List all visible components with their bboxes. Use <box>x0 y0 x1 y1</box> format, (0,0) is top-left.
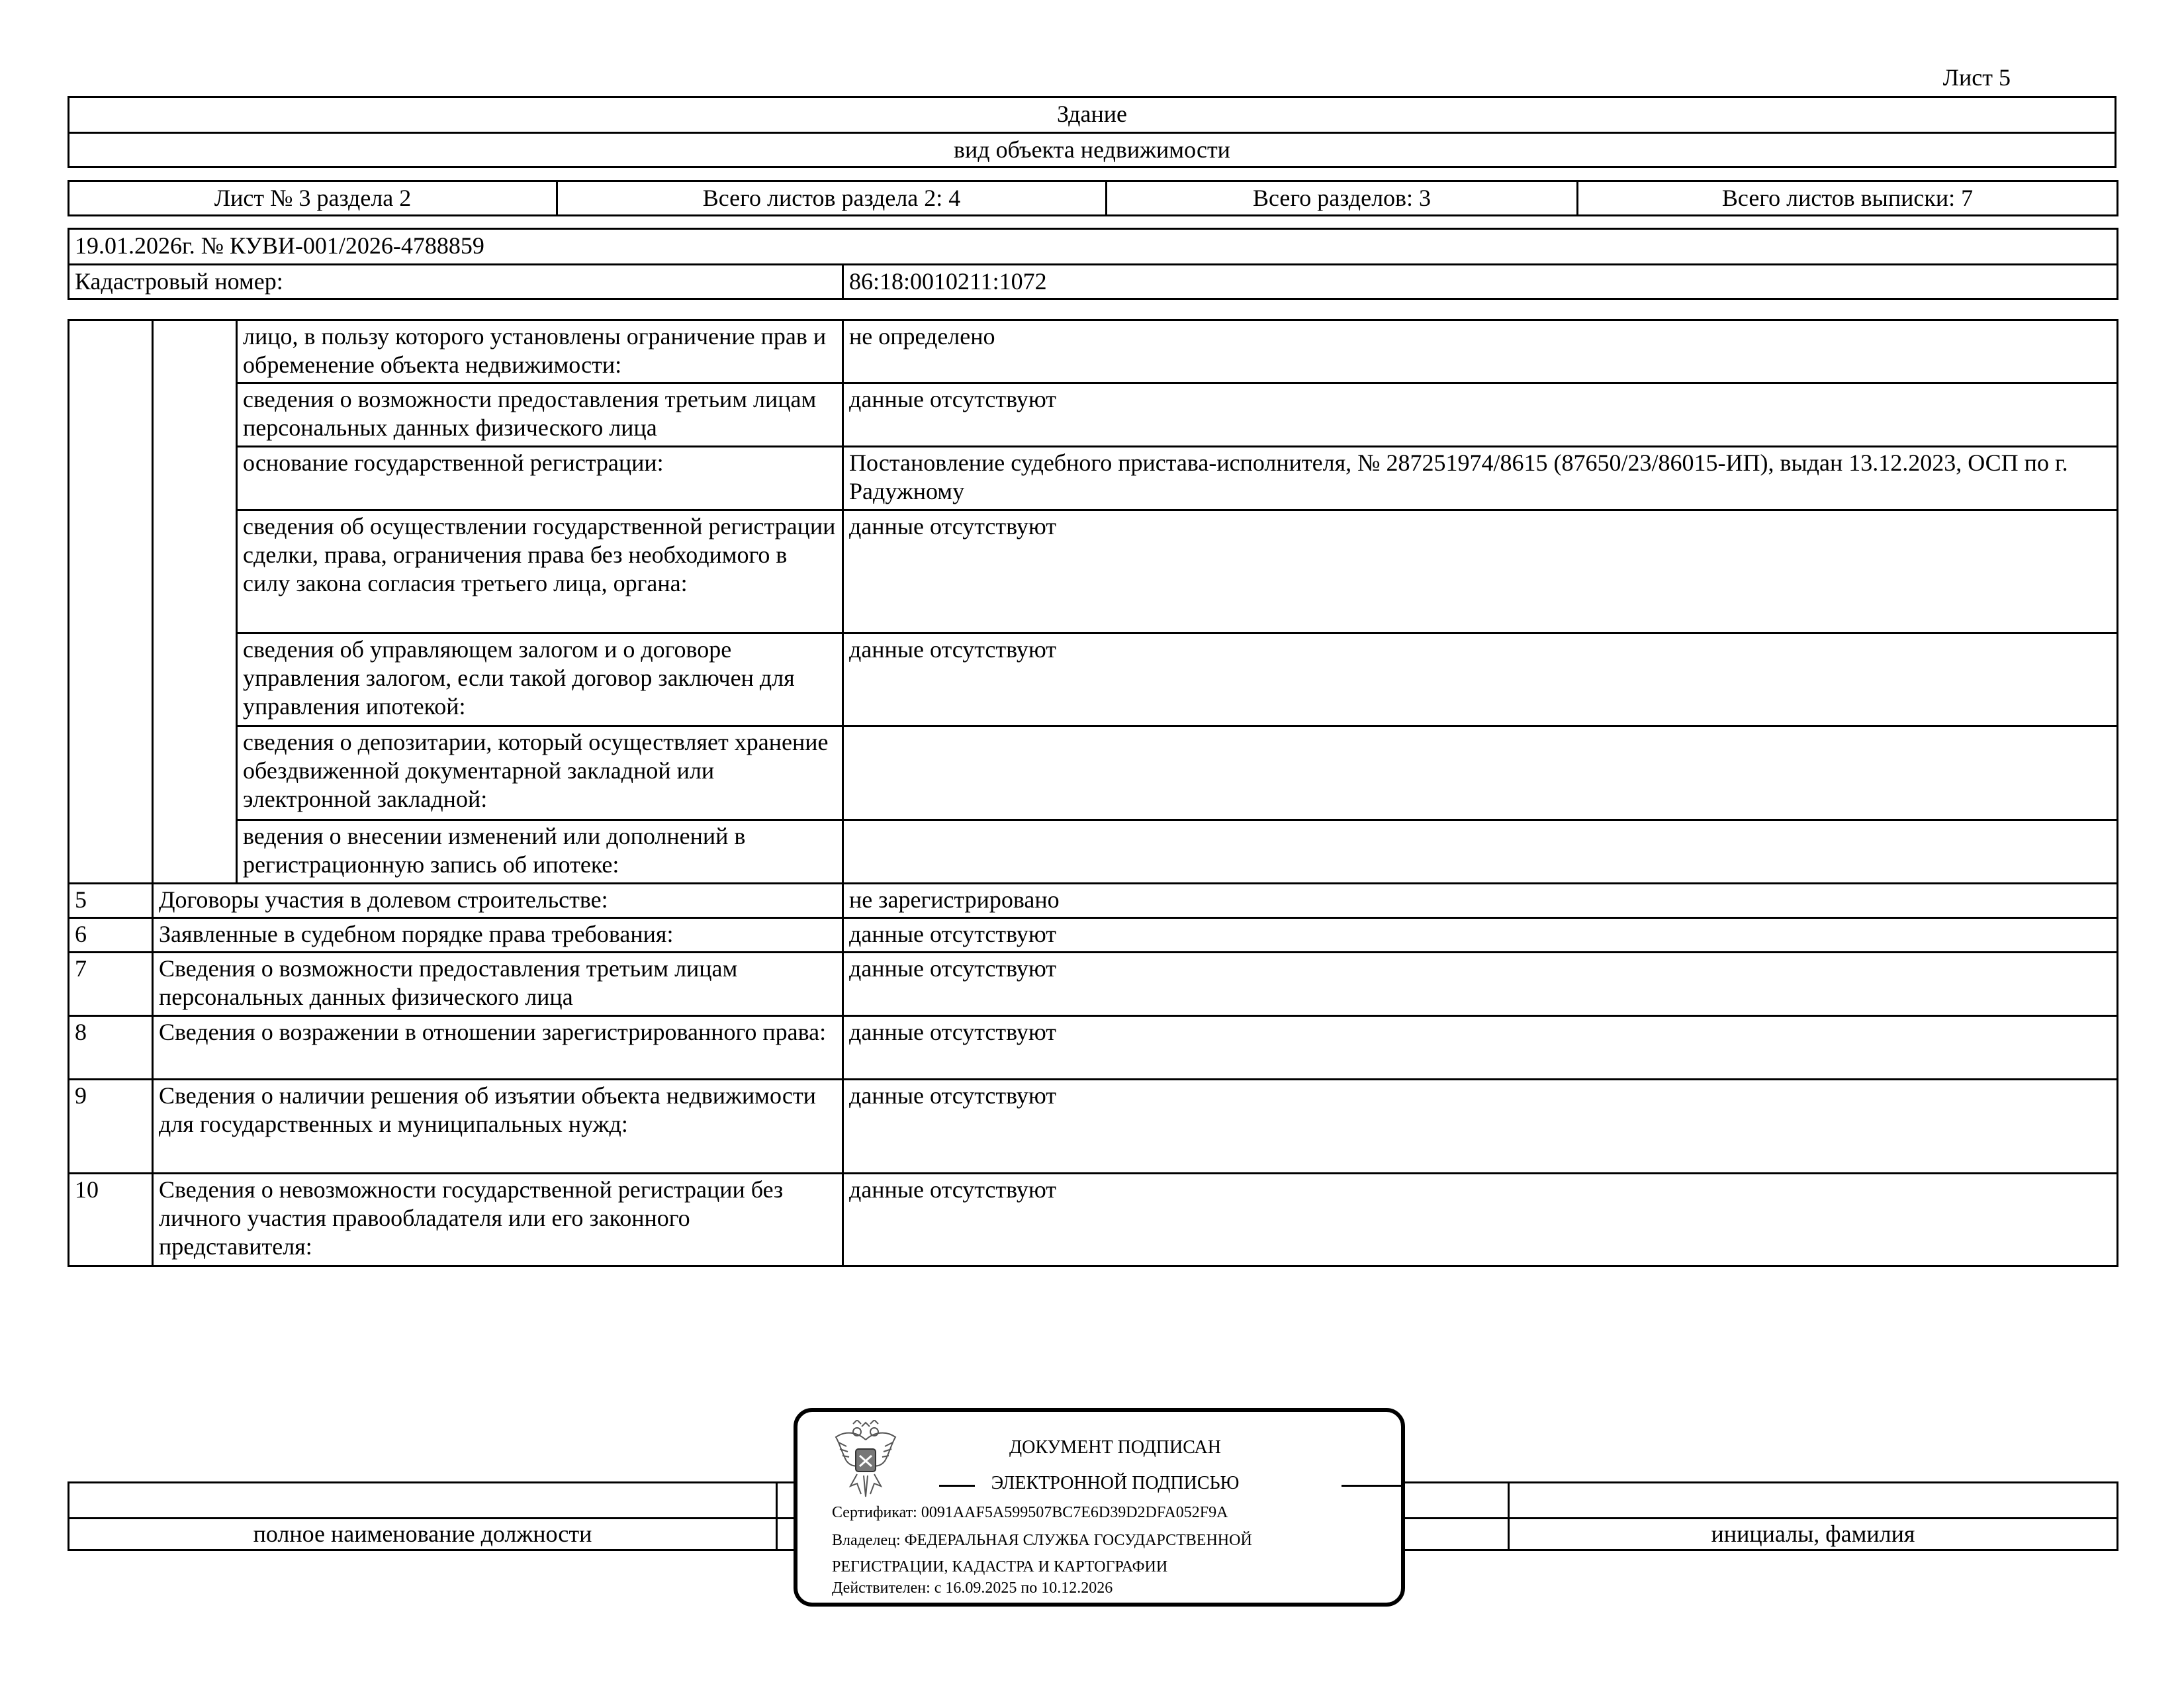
stamp-title-line1: ДОКУМЕНТ ПОДПИСАН <box>1009 1437 1221 1458</box>
sub-row-label: сведения об осуществлении государственной регистрации сделки, права, ограничения права без необходимого в силу закона согласия третьего лица, органа: <box>237 510 843 633</box>
sub-row-value: не определено <box>843 320 2118 383</box>
section-sheets-total: Всего листов раздела 2: 4 <box>557 181 1107 216</box>
sub-num-cell <box>69 320 153 884</box>
row-number: 7 <box>69 953 153 1016</box>
extract-sheets-total: Всего листов выписки: 7 <box>1578 181 2118 216</box>
sheet-number: Лист № 3 раздела 2 <box>69 181 557 216</box>
row-number: 9 <box>69 1080 153 1174</box>
row-number: 8 <box>69 1016 153 1080</box>
sub-row-value: Постановление судебного пристава-исполнителя, № 287251974/8615 (87650/23/86015-ИП), выдан 13.12.2023, ОСП по г. Радужному <box>843 447 2118 510</box>
cadastral-number: 86:18:0010211:1072 <box>843 265 2118 299</box>
row-value: данные отсутствуют <box>843 1174 2118 1266</box>
sub-row-value: данные отсутствуют <box>843 383 2118 447</box>
sections-total: Всего разделов: 3 <box>1107 181 1578 216</box>
stamp-certificate: Сертификат: 0091AAF5A599507BC7E6D39D2DFA052F9A <box>832 1504 1228 1521</box>
sub-row-label: сведения о депозитарии, который осуществляет хранение обездвиженной документарной закладной или электронной закладной: <box>237 726 843 820</box>
sub-indent-cell <box>153 320 237 884</box>
document-reference-table <box>68 228 2118 300</box>
stamp-title-line2: ЭЛЕКТРОННОЙ ПОДПИСЬЮ <box>991 1473 1240 1493</box>
object-header-table <box>68 96 2116 168</box>
electronic-signature-stamp <box>794 1408 1405 1607</box>
sheet-label: Лист 5 <box>1942 64 2011 91</box>
row-value: данные отсутствуют <box>843 953 2118 1016</box>
sub-row-label: лицо, в пользу которого установлены ограничение прав и обременение объекта недвижимости: <box>237 320 843 383</box>
name-caption: инициалы, фамилия <box>1509 1519 2118 1550</box>
row-label: Сведения о наличии решения об изъятии объекта недвижимости для государственных и муниципальных нужд: <box>153 1080 843 1174</box>
row-number: 10 <box>69 1174 153 1266</box>
cadastral-label: Кадастровый номер: <box>69 265 843 299</box>
stamp-rule-right <box>1342 1485 1401 1487</box>
sub-row-label: сведения о возможности предоставления третьим лицам персональных данных физического лица <box>237 383 843 447</box>
row-label: Сведения о возражении в отношении зарегистрированного права: <box>153 1016 843 1080</box>
stamp-validity: Действителен: с 16.09.2025 по 10.12.2026 <box>832 1579 1113 1597</box>
sub-row-value <box>843 820 2118 884</box>
name-field <box>1509 1483 2118 1519</box>
row-label: Сведения о невозможности государственной регистрации без личного участия правообладателя или его законного представителя: <box>153 1174 843 1266</box>
sheet-counts-table <box>68 180 2118 216</box>
row-number: 5 <box>69 884 153 918</box>
sub-row-value <box>843 726 2118 820</box>
position-field <box>69 1483 777 1519</box>
sub-row-value: данные отсутствуют <box>843 510 2118 633</box>
sub-row-label: основание государственной регистрации: <box>237 447 843 510</box>
row-label: Сведения о возможности предоставления третьим лицам персональных данных физического лица <box>153 953 843 1016</box>
sub-row-label: сведения об управляющем залогом и о договоре управления залогом, если такой договор заключен для управления ипотекой: <box>237 633 843 726</box>
stamp-owner-line2: РЕГИСТРАЦИИ, КАДАСТРА И КАРТОГРАФИИ <box>832 1558 1168 1575</box>
object-name: Здание <box>69 97 2116 133</box>
row-label: Заявленные в судебном порядке права требования: <box>153 918 843 953</box>
sub-row-label: ведения о внесении изменений или дополнений в регистрационную запись об ипотеке: <box>237 820 843 884</box>
row-value: данные отсутствуют <box>843 1016 2118 1080</box>
document-reference: 19.01.2026г. № КУВИ-001/2026-4788859 <box>69 229 2118 265</box>
sub-row-value: данные отсутствуют <box>843 633 2118 726</box>
encumbrance-table <box>68 319 2118 1267</box>
row-number: 6 <box>69 918 153 953</box>
row-value: не зарегистрировано <box>843 884 2118 918</box>
stamp-owner-line1: Владелец: ФЕДЕРАЛЬНАЯ СЛУЖБА ГОСУДАРСТВЕННОЙ <box>832 1532 1252 1549</box>
row-value: данные отсутствуют <box>843 918 2118 953</box>
object-type-caption: вид объекта недвижимости <box>69 133 2116 167</box>
row-label: Договоры участия в долевом строительстве: <box>153 884 843 918</box>
position-caption: полное наименование должности <box>69 1519 777 1550</box>
emblem-icon <box>831 1420 901 1499</box>
row-value: данные отсутствуют <box>843 1080 2118 1174</box>
